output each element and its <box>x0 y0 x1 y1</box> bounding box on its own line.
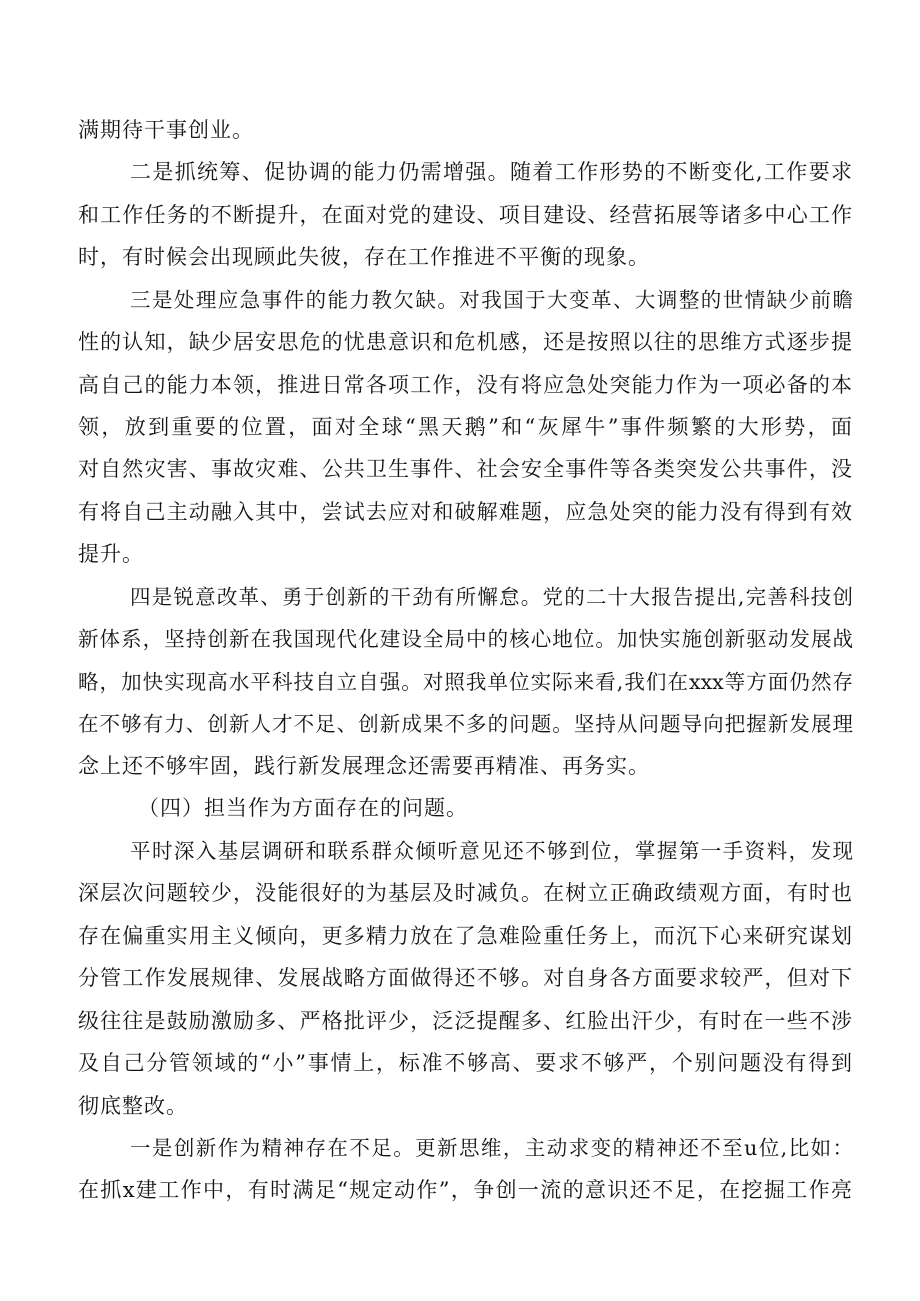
text-line: 分管工作发展规律、发展战略方面做得还不够。对自身各方面要求较严，但对下 <box>78 966 853 990</box>
text-line: 高自己的能力本领，推进日常各项工作，没有将应急处突能力作为一项必备的本 <box>78 373 853 397</box>
text-line: 二是抓统筹、促协调的能力仍需增强。随着工作形势的不断变化,工作要求 <box>130 160 853 184</box>
text-line: 四是锐意改革、勇于创新的干劲有所懈怠。党的二十大报告提出,完善科技创 <box>130 585 853 609</box>
text-line: 一是创新作为精神存在不足。更新思维，主动求变的精神还不至u位,比如： <box>130 1136 853 1160</box>
text-line: 及自己分管领域的“小”事情上，标准不够高、要求不够严，个别问题没有得到 <box>78 1051 853 1075</box>
section-heading: （四）担当作为方面存在的问题。 <box>138 796 468 820</box>
text-line: 三是处理应急事件的能力教欠缺。对我国于大变革、大调整的世情缺少前瞻 <box>130 288 853 312</box>
text-line: 满期待干事创业。 <box>78 118 254 142</box>
text-line: 略，加快实现高水平科技自立自强。对照我单位实际来看,我们在xxx等方面仍然存 <box>78 670 853 694</box>
text-line: 深层次问题较少，没能很好的为基层及时减负。在树立正确政绩观方面，有时也 <box>78 881 853 905</box>
text-line: 提升。 <box>78 542 144 566</box>
text-line: 彻底整改。 <box>78 1094 188 1118</box>
text-line: 时，有时候会出现顾此失彼，存在工作推进不平衡的现象。 <box>78 245 650 269</box>
text-line: 在抓x建工作中，有时满足“规定动作”，争创一流的意识还不足，在挖掘工作亮 <box>78 1178 853 1202</box>
text-line: 念上还不够牢固，践行新发展理念还需要再精准、再务实。 <box>78 754 650 778</box>
text-line: 级往往是鼓励激励多、严格批评少，泛泛提醒多、红脸出汗少，有时在一些不涉 <box>78 1009 853 1033</box>
text-line: 有将自己主动融入其中，尝试去应对和破解难题，应急处突的能力没有得到有效 <box>78 500 853 524</box>
text-line: 领，放到重要的位置，面对全球“黑天鹅”和“灰犀牛”事件频繁的大形势，面 <box>78 415 853 439</box>
text-line: 和工作任务的不断提升，在面对党的建设、项目建设、经营拓展等诸多中心工作 <box>78 203 853 227</box>
text-line: 对自然灾害、事故灾难、公共卫生事件、社会安全事件等各类突发公共事件，没 <box>78 457 853 481</box>
text-line: 在不够有力、创新人才不足、创新成果不多的问题。坚持从问题导向把握新发展理 <box>78 712 853 736</box>
text-line: 平时深入基层调研和联系群众倾听意见还不够到位，掌握第一手资料，发现 <box>130 839 853 863</box>
text-line: 新体系，坚持创新在我国现代化建设全局中的核心地位。加快实施创新驱动发展战 <box>78 627 853 651</box>
text-line: 性的认知，缺少居安思危的忧患意识和危机感，还是按照以往的思维方式逐步提 <box>78 330 853 354</box>
text-line: 存在偏重实用主义倾向，更多精力放在了急难险重任务上，而沉下心来研究谋划 <box>78 924 853 948</box>
